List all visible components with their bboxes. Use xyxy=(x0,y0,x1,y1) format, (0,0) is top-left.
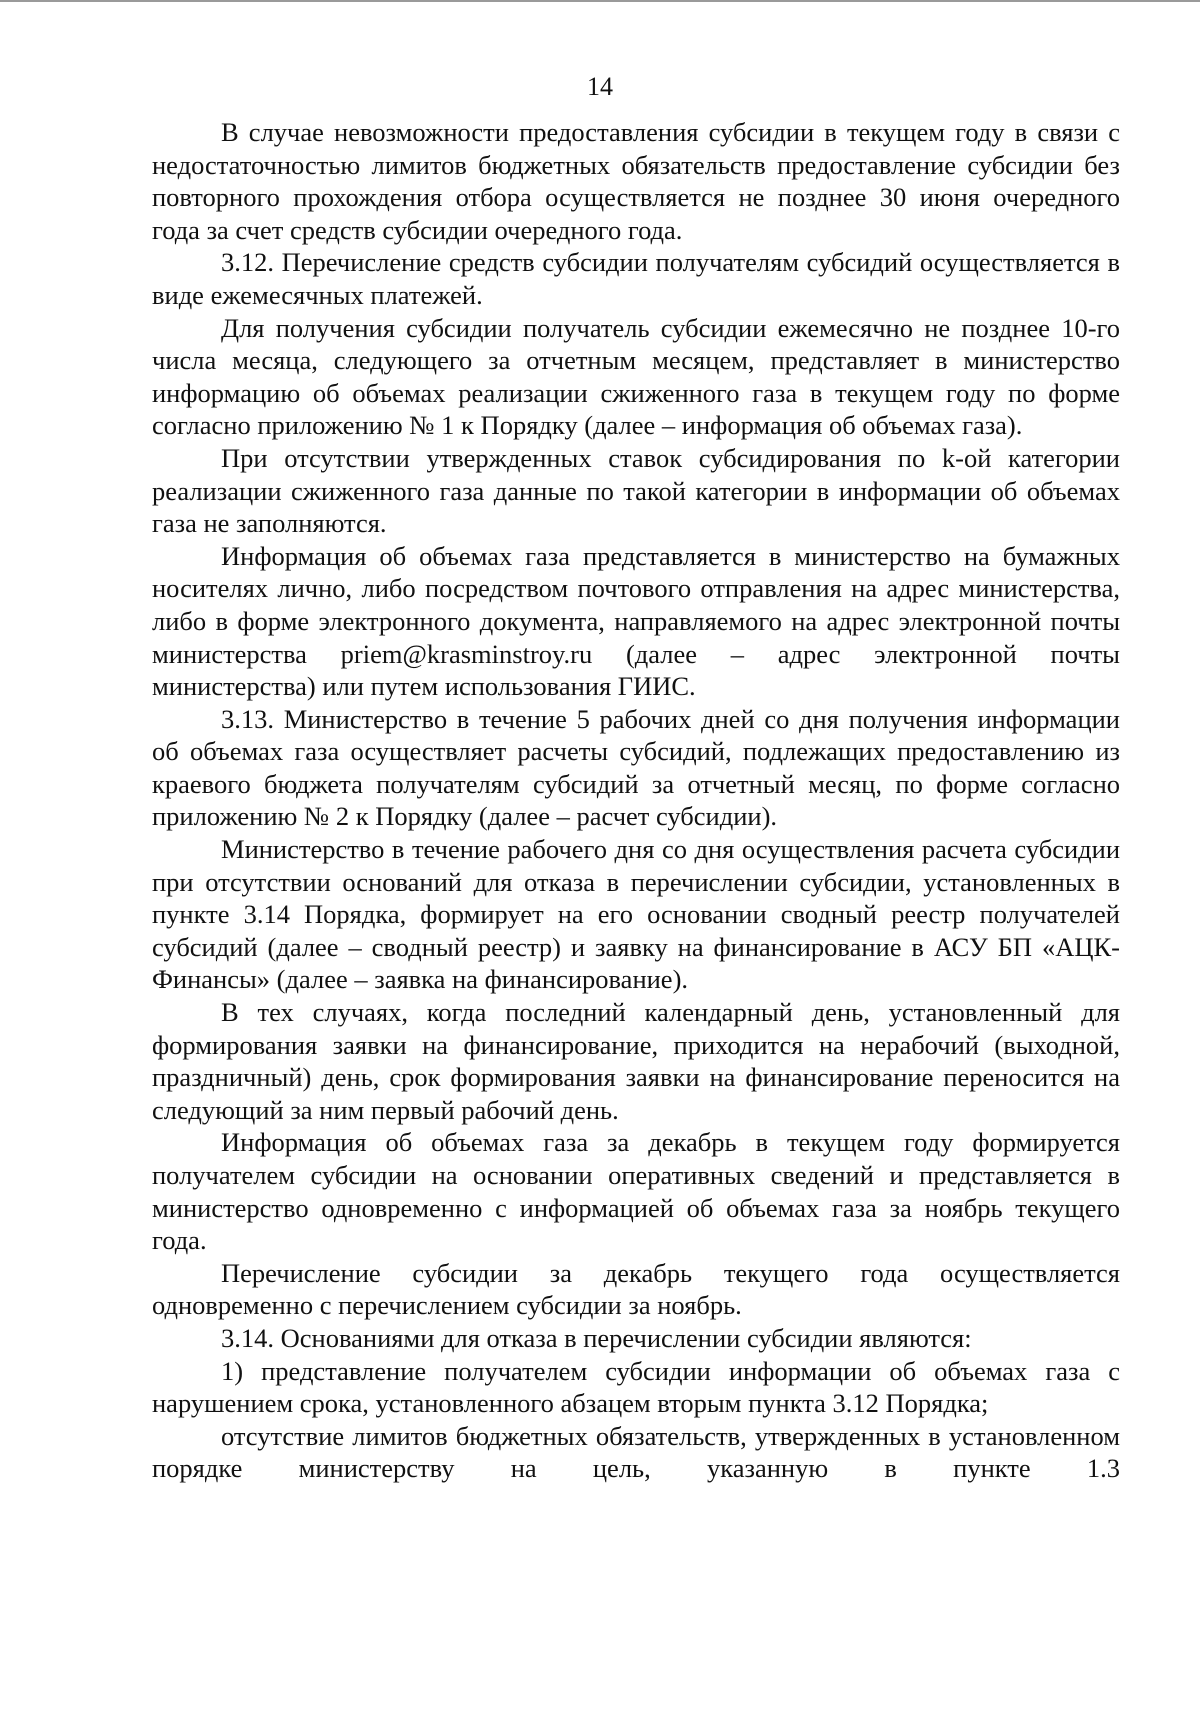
paragraph-missing-rates: При отсутствии утвержденных ставок субсидирования по k-ой категории реализации сжиженного газа данные по такой категории в информации об объемах газа не заполняются. xyxy=(152,442,1120,539)
paragraph-gas-volume-info: Для получения субсидии получатель субсидии ежемесячно не позднее 10-го числа месяца, следующего за отчетным месяцем, представляет в министерство информацию об объемах реализации сжиженного газа в текущем году по форме согласно приложению № 1 к Порядку (далее – информация об объемах газа). xyxy=(152,312,1120,441)
paragraph-refusal-ground-1: 1) представление получателем субсидии информации об объемах газа с нарушением срока, установленного абзацем вторым пункта 3.12 Порядка; xyxy=(152,1355,1120,1419)
paragraph-register-and-request: Министерство в течение рабочего дня со дня осуществления расчета субсидии при отсутствии оснований для отказа в перечислении субсидии, установленных в пункте 3.14 Порядка, формирует на его основании сводный реестр получателей субсидий (далее – сводный реестр) и заявку на финансирование в АСУ БП «АЦК-Финансы» (далее – заявка на финансирование). xyxy=(152,834,1120,995)
paragraph-subsidy-limits: В случае невозможности предоставления субсидии в текущем году в связи с недостаточностью лимитов бюджетных обязательств предоставление субсидии без повторного прохождения отбора осуществляется не позднее 30 июня очередного года за счет средств субсидии очередного года. xyxy=(152,117,1120,245)
paragraph-december-transfer: Перечисление субсидии за декабрь текущего года осуществляется одновременно с перечислением субсидии за ноябрь. xyxy=(152,1257,1120,1321)
paragraph-3-13: 3.13. Министерство в течение 5 рабочих дней со дня получения информации об объемах газа осуществляет расчеты субсидий, подлежащих предоставлению из краевого бюджета получателям субсидий за отчетный месяц, по форме согласно приложению № 2 к Порядку (далее – расчет субсидии). xyxy=(152,703,1120,832)
paragraph-december-info: Информация об объемах газа за декабрь в текущем году формируется получателем субсидии на основании оперативных сведений и представляется в министерство одновременно с информацией об объемах газа за ноябрь текущего года. xyxy=(152,1127,1120,1256)
paragraph-3-12: 3.12. Перечисление средств субсидии получателям субсидий осуществляется в виде ежемесячных платежей. xyxy=(152,247,1120,310)
paragraph-submission-methods: Информация об объемах газа представляется в министерство на бумажных носителях лично, либо посредством почтового отправления на адрес министерства, либо в форме электронного документа, направляемого на адрес электронной почты министерства priem@krasminstroy.ru (далее – адрес электронной почты министерства) или путем использования ГИИС. xyxy=(152,540,1120,702)
scan-top-edge xyxy=(0,0,1200,2)
page-number: 14 xyxy=(587,72,613,101)
document-body xyxy=(152,116,1120,1485)
paragraph-refusal-limits: отсутствие лимитов бюджетных обязательств, утвержденных в установленном порядке министерству на цель, указанную в пункте 1.3 xyxy=(152,1420,1120,1484)
paragraph-3-14: 3.14. Основаниями для отказа в перечислении субсидии являются: xyxy=(221,1322,972,1353)
paragraph-non-working-day: В тех случаях, когда последний календарный день, установленный для формирования заявки на финансирование, приходится на нерабочий (выходной, праздничный) день, срок формирования заявки на финансирование переносится на следующий за ним первый рабочий день. xyxy=(152,997,1120,1125)
